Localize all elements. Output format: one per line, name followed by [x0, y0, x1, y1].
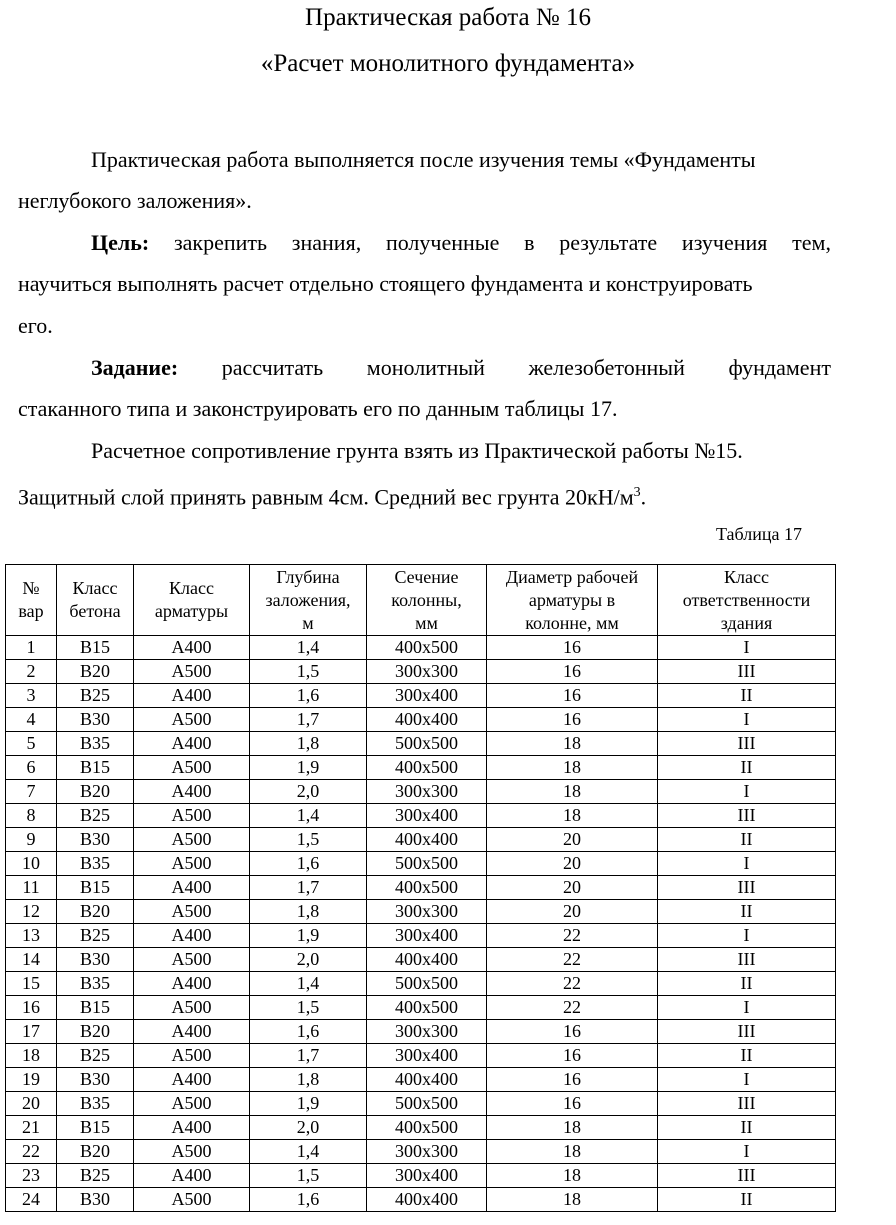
header-text-line: м: [302, 612, 314, 633]
cell-depth: 1,4: [250, 636, 367, 660]
cell-column-section: 300x400: [367, 804, 487, 828]
table-row: [6, 1116, 836, 1140]
cell-column-section: 400x400: [367, 1188, 487, 1212]
header-text-line: №: [22, 578, 40, 598]
cell-rebar-class: A500: [134, 1044, 250, 1068]
cell-variant: 18: [6, 1044, 57, 1068]
cell-responsibility-class: II: [658, 1116, 836, 1140]
cell-concrete-class: B35: [57, 972, 134, 996]
cell-rebar-class: A400: [134, 924, 250, 948]
task-line: [91, 355, 831, 381]
cell-rebar-class: A500: [134, 660, 250, 684]
table-row: [6, 828, 836, 852]
cell-rebar-class: A400: [134, 1164, 250, 1188]
header-text-line: бетона: [69, 601, 121, 621]
cell-depth: 1,5: [250, 996, 367, 1020]
cell-rebar-class: A500: [134, 828, 250, 852]
cell-rebar-diameter: 22: [487, 996, 658, 1020]
table-row: [6, 852, 836, 876]
cell-depth: 2,0: [250, 1116, 367, 1140]
cell-column-section: 400x400: [367, 708, 487, 732]
cell-column-section: 300x300: [367, 780, 487, 804]
header-variant: [6, 565, 57, 636]
cell-rebar-class: A400: [134, 636, 250, 660]
cell-column-section: 500x500: [367, 1092, 487, 1116]
cell-concrete-class: B25: [57, 684, 134, 708]
cell-column-section: 400x500: [367, 636, 487, 660]
cell-column-section: 300x300: [367, 1140, 487, 1164]
cell-concrete-class: B30: [57, 1188, 134, 1212]
cell-rebar-class: A500: [134, 996, 250, 1020]
cell-rebar-diameter: 18: [487, 1140, 658, 1164]
table-row: [6, 948, 836, 972]
cell-rebar-diameter: 22: [487, 948, 658, 972]
table-row: [6, 1092, 836, 1116]
cell-rebar-diameter: 20: [487, 852, 658, 876]
cell-depth: 1,5: [250, 660, 367, 684]
cell-rebar-diameter: 18: [487, 1164, 658, 1188]
cell-concrete-class: B20: [57, 660, 134, 684]
table-row: [6, 924, 836, 948]
cell-concrete-class: B15: [57, 1116, 134, 1140]
header-text-line: Класс: [72, 578, 118, 598]
cell-responsibility-class: II: [658, 828, 836, 852]
table-caption: Таблица 17: [716, 524, 802, 544]
cell-variant: 5: [6, 732, 57, 756]
task-word: монолитный: [366, 355, 485, 380]
cell-rebar-class: A500: [134, 804, 250, 828]
cell-rebar-diameter: 16: [487, 636, 658, 660]
table-row: [6, 972, 836, 996]
header-depth: [250, 565, 367, 636]
cell-column-section: 300x400: [367, 1164, 487, 1188]
cell-concrete-class: B35: [57, 1092, 134, 1116]
cell-rebar-diameter: 16: [487, 1020, 658, 1044]
header-text-line: арматуры: [154, 601, 229, 621]
table-row: [6, 780, 836, 804]
cell-column-section: 500x500: [367, 852, 487, 876]
cell-depth: 1,5: [250, 828, 367, 852]
cell-concrete-class: B20: [57, 1020, 134, 1044]
cell-responsibility-class: I: [658, 996, 836, 1020]
cell-responsibility-class: II: [658, 972, 836, 996]
cell-variant: 8: [6, 804, 57, 828]
cell-responsibility-class: I: [658, 708, 836, 732]
cell-column-section: 300x400: [367, 924, 487, 948]
cell-concrete-class: B20: [57, 1140, 134, 1164]
cell-responsibility-class: II: [658, 900, 836, 924]
table-row: [6, 732, 836, 756]
header-text-line: колонны,: [391, 589, 462, 610]
cell-rebar-class: A400: [134, 684, 250, 708]
cell-responsibility-class: III: [658, 1092, 836, 1116]
cell-column-section: 500x500: [367, 732, 487, 756]
cell-column-section: 300x300: [367, 1020, 487, 1044]
cell-variant: 24: [6, 1188, 57, 1212]
cell-responsibility-class: III: [658, 660, 836, 684]
page-title: Практическая работа № 16: [305, 4, 591, 31]
cell-responsibility-class: II: [658, 756, 836, 780]
cell-rebar-diameter: 22: [487, 924, 658, 948]
cell-responsibility-class: III: [658, 732, 836, 756]
cell-rebar-class: A500: [134, 1188, 250, 1212]
cell-column-section: 400x400: [367, 828, 487, 852]
header-text-line: колонне, мм: [525, 612, 619, 633]
cell-column-section: 400x500: [367, 1116, 487, 1140]
cell-rebar-class: A400: [134, 1068, 250, 1092]
table-row: [6, 1068, 836, 1092]
table-row: [6, 636, 836, 660]
cell-depth: 1,7: [250, 1044, 367, 1068]
cell-column-section: 300x300: [367, 660, 487, 684]
cell-depth: 1,6: [250, 852, 367, 876]
cell-responsibility-class: II: [658, 684, 836, 708]
cell-depth: 1,9: [250, 924, 367, 948]
cell-responsibility-class: I: [658, 852, 836, 876]
cell-variant: 9: [6, 828, 57, 852]
cell-rebar-diameter: 16: [487, 1068, 658, 1092]
cell-rebar-class: A400: [134, 972, 250, 996]
table-row: [6, 1164, 836, 1188]
cell-rebar-diameter: 16: [487, 1044, 658, 1068]
task-label: Задание:: [91, 355, 179, 380]
task-word: железобетонный: [528, 355, 685, 380]
cell-rebar-diameter: 22: [487, 972, 658, 996]
header-text-line: Сечение: [394, 566, 459, 587]
cell-variant: 1: [6, 636, 57, 660]
cell-depth: 1,9: [250, 1092, 367, 1116]
goal-word: знания,: [291, 230, 362, 255]
table-row: [6, 804, 836, 828]
cell-variant: 16: [6, 996, 57, 1020]
cell-responsibility-class: II: [658, 1188, 836, 1212]
table-row: [6, 708, 836, 732]
cell-variant: 15: [6, 972, 57, 996]
cell-rebar-class: A500: [134, 948, 250, 972]
cell-variant: 7: [6, 780, 57, 804]
cell-rebar-diameter: 18: [487, 780, 658, 804]
header-text-line: здания: [720, 612, 773, 633]
cell-rebar-class: A500: [134, 708, 250, 732]
goal-word: тем,: [792, 230, 831, 255]
header-text-line: Диаметр рабочей: [505, 566, 639, 587]
header-text-line: Класс: [724, 566, 769, 587]
cell-responsibility-class: I: [658, 1068, 836, 1092]
cell-responsibility-class: III: [658, 1020, 836, 1044]
header-text-line: Класс: [169, 578, 214, 598]
cell-rebar-class: A500: [134, 1092, 250, 1116]
cell-rebar-class: A500: [134, 1140, 250, 1164]
cell-depth: 1,8: [250, 732, 367, 756]
cell-depth: 1,7: [250, 876, 367, 900]
cell-concrete-class: B25: [57, 1164, 134, 1188]
cell-variant: 21: [6, 1116, 57, 1140]
cell-rebar-class: A500: [134, 756, 250, 780]
header-text-line: мм: [415, 612, 438, 633]
soil-resistance-text: Расчетное сопротивление грунта взять из Практической работы №15.: [91, 438, 743, 463]
cell-rebar-diameter: 18: [487, 756, 658, 780]
goal-line: [91, 230, 831, 256]
table-row: [6, 1020, 836, 1044]
table-row: [6, 900, 836, 924]
goal-line-2: научиться выполнять расчет отдельно стоящего фундамента и конструировать: [18, 271, 753, 296]
cell-depth: 1,4: [250, 1140, 367, 1164]
table-row: [6, 756, 836, 780]
table-row: [6, 660, 836, 684]
cell-depth: 1,5: [250, 1164, 367, 1188]
page-subtitle: «Расчет монолитного фундамента»: [260, 50, 636, 77]
cell-depth: 1,9: [250, 756, 367, 780]
foundation-data-table: [5, 564, 836, 1212]
cell-variant: 20: [6, 1092, 57, 1116]
cell-column-section: 400x500: [367, 996, 487, 1020]
cell-concrete-class: B30: [57, 948, 134, 972]
cell-concrete-class: B15: [57, 756, 134, 780]
cell-variant: 17: [6, 1020, 57, 1044]
header-rebar-diameter: [487, 565, 658, 636]
cell-responsibility-class: I: [658, 924, 836, 948]
cell-column-section: 400x500: [367, 756, 487, 780]
cell-concrete-class: B30: [57, 1068, 134, 1092]
cell-depth: 1,7: [250, 708, 367, 732]
cell-responsibility-class: I: [658, 1140, 836, 1164]
cell-concrete-class: B30: [57, 828, 134, 852]
cell-rebar-class: A500: [134, 852, 250, 876]
header-text-line: арматуры в: [528, 589, 616, 610]
cell-rebar-class: A400: [134, 780, 250, 804]
task-word: рассчитать: [221, 355, 324, 380]
table-body: [6, 636, 836, 1212]
cell-variant: 2: [6, 660, 57, 684]
cell-variant: 12: [6, 900, 57, 924]
table-row: [6, 876, 836, 900]
intro-paragraph-line-1: Практическая работа выполняется после изучения темы «Фундаменты: [91, 147, 756, 172]
header-responsibility-class: [658, 565, 836, 636]
task-word: фундамент: [728, 355, 831, 380]
cell-depth: 1,4: [250, 972, 367, 996]
cell-rebar-diameter: 18: [487, 1116, 658, 1140]
header-text-line: Глубина: [276, 566, 340, 587]
cell-rebar-diameter: 20: [487, 900, 658, 924]
goal-word: полученные: [385, 230, 500, 255]
cell-rebar-diameter: 18: [487, 732, 658, 756]
cell-depth: 1,8: [250, 1068, 367, 1092]
goal-word: закрепить: [173, 230, 268, 255]
cell-responsibility-class: I: [658, 780, 836, 804]
goal-label: Цель:: [91, 230, 150, 255]
cell-variant: 13: [6, 924, 57, 948]
cell-responsibility-class: III: [658, 876, 836, 900]
cell-depth: 2,0: [250, 948, 367, 972]
cell-column-section: 500x500: [367, 972, 487, 996]
cell-column-section: 300x400: [367, 684, 487, 708]
cell-responsibility-class: III: [658, 948, 836, 972]
protective-layer-main: Защитный слой принять равным 4см. Средний вес грунта 20кН/м: [18, 484, 634, 510]
cell-rebar-diameter: 20: [487, 876, 658, 900]
cell-rebar-diameter: 18: [487, 1188, 658, 1212]
table-row: [6, 1140, 836, 1164]
cell-variant: 6: [6, 756, 57, 780]
cell-variant: 4: [6, 708, 57, 732]
header-text-line: заложения,: [265, 589, 351, 610]
cell-rebar-diameter: 16: [487, 660, 658, 684]
cell-rebar-class: A500: [134, 900, 250, 924]
cell-responsibility-class: III: [658, 1164, 836, 1188]
cell-responsibility-class: I: [658, 636, 836, 660]
cell-depth: 1,6: [250, 1020, 367, 1044]
cell-variant: 11: [6, 876, 57, 900]
table-row: [6, 1188, 836, 1212]
goal-word: изучения: [681, 230, 768, 255]
goal-line-3: его.: [18, 313, 53, 338]
cell-responsibility-class: II: [658, 1044, 836, 1068]
cell-concrete-class: B25: [57, 1044, 134, 1068]
cell-depth: 1,4: [250, 804, 367, 828]
cell-concrete-class: B20: [57, 900, 134, 924]
cell-depth: 1,6: [250, 1188, 367, 1212]
cell-rebar-class: A400: [134, 732, 250, 756]
task-line-2: стаканного типа и законструировать его по данным таблицы 17.: [18, 396, 618, 421]
cell-column-section: 300x400: [367, 1044, 487, 1068]
cell-concrete-class: B15: [57, 876, 134, 900]
table-row: [6, 684, 836, 708]
table-row: [6, 1044, 836, 1068]
protective-layer-end: .: [640, 484, 647, 510]
table-row: [6, 996, 836, 1020]
cell-variant: 22: [6, 1140, 57, 1164]
header-concrete-class: [57, 565, 134, 636]
cell-concrete-class: B25: [57, 804, 134, 828]
cell-concrete-class: B15: [57, 996, 134, 1020]
cell-rebar-diameter: 18: [487, 804, 658, 828]
goal-word: результате: [559, 230, 658, 255]
cell-concrete-class: B30: [57, 708, 134, 732]
cell-concrete-class: B25: [57, 924, 134, 948]
cell-rebar-class: A400: [134, 1020, 250, 1044]
cell-column-section: 400x400: [367, 1068, 487, 1092]
header-text-line: вар: [18, 601, 44, 621]
superscript-3: 3: [633, 485, 641, 500]
header-text-line: ответственности: [682, 589, 811, 610]
intro-paragraph-line-2: неглубокого заложения».: [18, 188, 252, 213]
cell-concrete-class: B20: [57, 780, 134, 804]
cell-variant: 3: [6, 684, 57, 708]
header-column-section: [367, 565, 487, 636]
cell-column-section: 400x400: [367, 948, 487, 972]
cell-concrete-class: B15: [57, 636, 134, 660]
cell-variant: 14: [6, 948, 57, 972]
cell-variant: 10: [6, 852, 57, 876]
header-rebar-class: [134, 565, 250, 636]
cell-rebar-diameter: 16: [487, 684, 658, 708]
table-header-row: [6, 565, 836, 636]
cell-column-section: 400x500: [367, 876, 487, 900]
protective-layer-text: [18, 480, 646, 510]
cell-rebar-diameter: 20: [487, 828, 658, 852]
cell-rebar-class: A400: [134, 1116, 250, 1140]
cell-rebar-diameter: 16: [487, 708, 658, 732]
cell-variant: 19: [6, 1068, 57, 1092]
goal-word: в: [524, 230, 535, 255]
cell-column-section: 300x300: [367, 900, 487, 924]
cell-rebar-diameter: 16: [487, 1092, 658, 1116]
cell-depth: 1,8: [250, 900, 367, 924]
cell-responsibility-class: III: [658, 804, 836, 828]
cell-rebar-class: A400: [134, 876, 250, 900]
cell-depth: 1,6: [250, 684, 367, 708]
cell-variant: 23: [6, 1164, 57, 1188]
cell-concrete-class: B35: [57, 732, 134, 756]
cell-depth: 2,0: [250, 780, 367, 804]
cell-concrete-class: B35: [57, 852, 134, 876]
